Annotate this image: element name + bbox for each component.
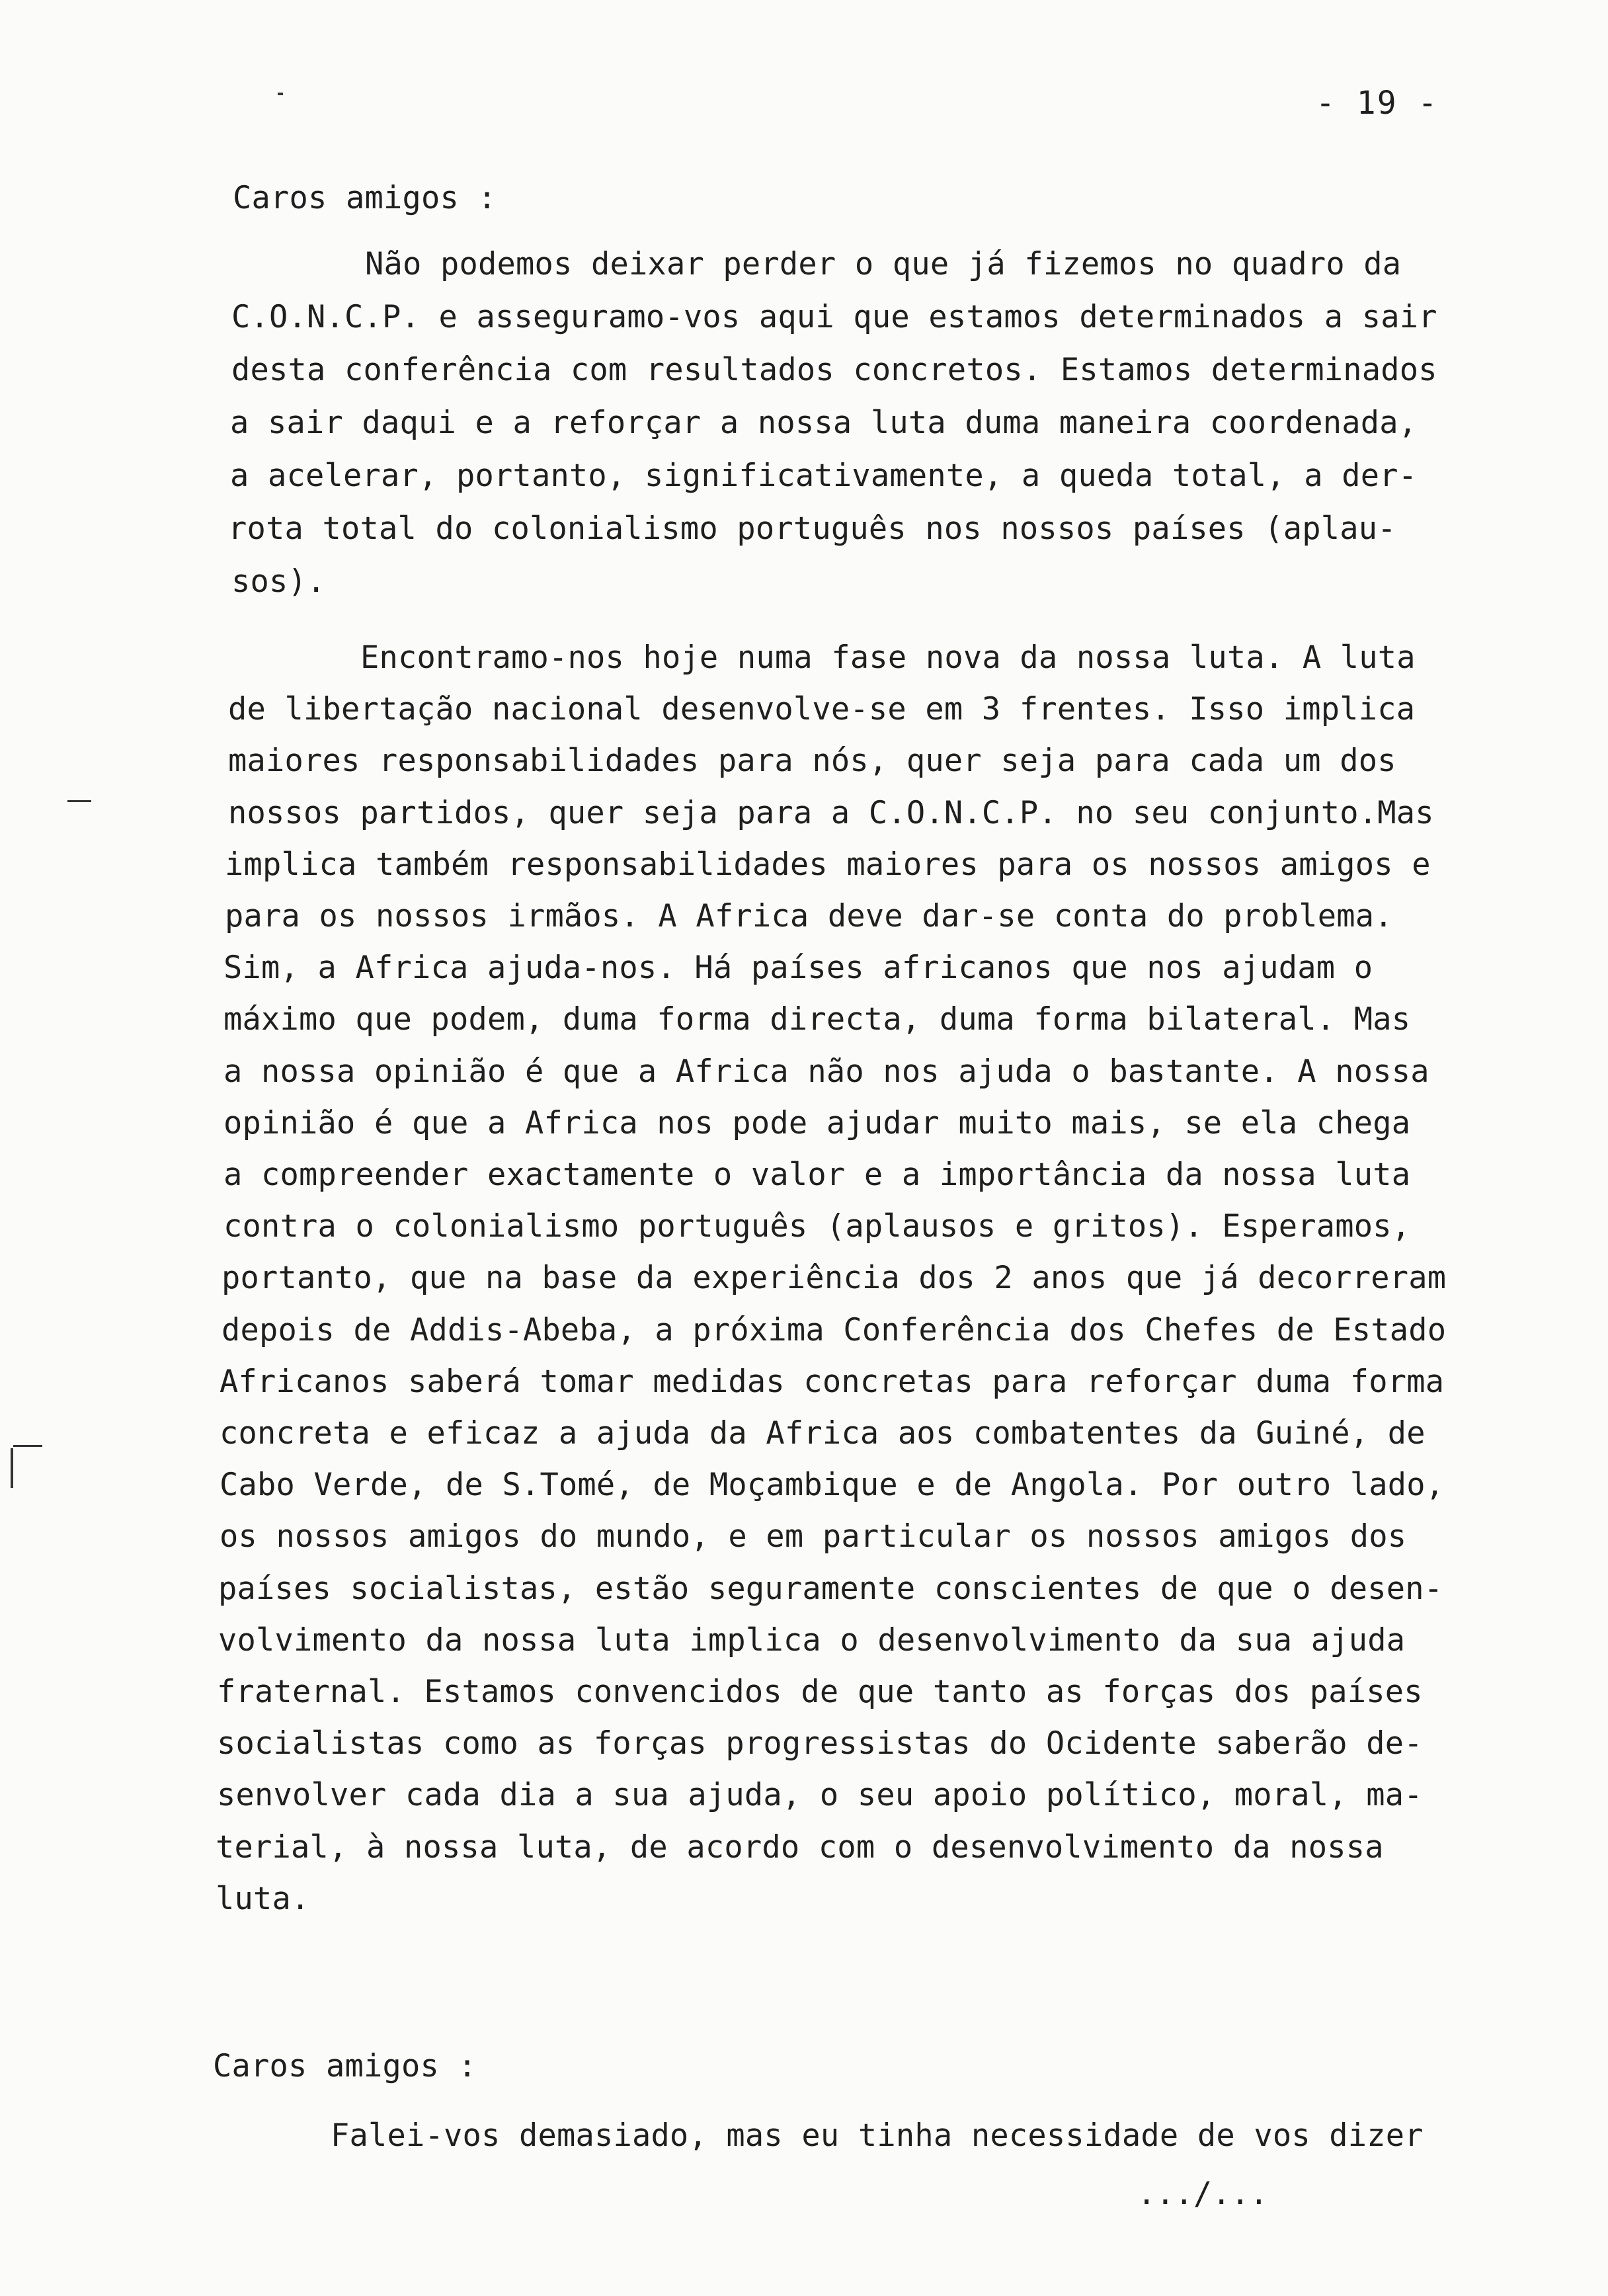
- text-line: implica também responsabilidades maiores para os nossos amigos e: [225, 846, 1431, 883]
- scan-mark: [67, 800, 91, 802]
- text-line: concreta e eficaz a ajuda da Africa aos combatentes da Guiné, de: [220, 1415, 1426, 1452]
- page-number: - 19 -: [1316, 85, 1439, 122]
- scan-mark: [278, 93, 283, 95]
- text-line: depois de Addis-Abeba, a próxima Conferência dos Chefes de Estado: [221, 1311, 1447, 1348]
- text-line: nossos partidos, quer seja para a C.O.N.C.P. no seu conjunto.Mas: [228, 794, 1434, 831]
- text-line: países socialistas, estão seguramente conscientes de que o desen-: [218, 1570, 1443, 1607]
- text-line: volvimento da nossa luta implica o desenvolvimento da sua ajuda: [218, 1621, 1406, 1659]
- text-line: Caros amigos :: [233, 180, 497, 216]
- text-line: Não podemos deixar perder o que já fizemos no quadro da: [365, 246, 1402, 282]
- text-line: Falei-vos demasiado, mas eu tinha necessidade de vos dizer: [331, 2117, 1424, 2154]
- text-line: máximo que podem, duma forma directa, duma forma bilateral. Mas: [223, 1001, 1411, 1038]
- text-line: C.O.N.C.P. e asseguramo-vos aqui que estamos determinados a sair: [231, 299, 1437, 335]
- text-line: a acelerar, portanto, significativamente, a queda total, a der-: [230, 458, 1418, 494]
- text-line: os nossos amigos do mundo, e em particular os nossos amigos dos: [220, 1518, 1407, 1555]
- text-line: fraternal. Estamos convencidos de que tanto as forças dos países: [217, 1674, 1423, 1710]
- text-line: a sair daqui e a reforçar a nossa luta duma maneira coordenada,: [230, 405, 1418, 441]
- text-line: terial, à nossa luta, de acordo com o desenvolvimento da nossa: [216, 1828, 1384, 1866]
- text-line: Encontramo-nos hoje numa fase nova da nossa luta. A luta: [360, 639, 1416, 676]
- text-line: contra o colonialismo português (aplausos e gritos). Esperamos,: [223, 1208, 1411, 1245]
- text-line: Caros amigos :: [213, 2048, 477, 2084]
- text-line: Africanos saberá tomar medidas concretas para reforçar duma forma: [220, 1363, 1445, 1400]
- text-line: opinião é que a Africa nos pode ajudar muito mais, se ela chega: [223, 1104, 1411, 1141]
- text-line: portanto, que na base da experiência dos 2 anos que já decorreram: [221, 1260, 1447, 1297]
- text-line: maiores responsabilidades para nós, quer seja para cada um dos: [228, 743, 1396, 780]
- text-line: a compreender exactamente o valor e a importância da nossa luta: [223, 1157, 1411, 1193]
- text-line: Cabo Verde, de S.Tomé, de Moçambique e de Angola. Por outro lado,: [220, 1467, 1445, 1504]
- continuation-mark: .../...: [1137, 2176, 1269, 2212]
- text-line: de libertação nacional desenvolve-se em 3 frentes. Isso implica: [228, 691, 1416, 728]
- text-line: Sim, a Africa ajuda-nos. Há países africanos que nos ajudam o: [223, 950, 1373, 987]
- text-line: desta conferência com resultados concretos. Estamos determinados: [231, 352, 1437, 388]
- text-line: socialistas como as forças progressistas do Ocidente saberão de-: [217, 1725, 1423, 1762]
- scan-mark: [13, 1445, 42, 1447]
- text-line: senvolver cada dia a sua ajuda, o seu apoio político, moral, ma-: [217, 1777, 1423, 1814]
- text-line: para os nossos irmãos. A Africa deve dar-se conta do problema.: [225, 898, 1393, 934]
- scan-mark: [11, 1448, 13, 1488]
- text-line: rota total do colonialismo português nos nossos países (aplau-: [228, 511, 1396, 547]
- text-line: sos).: [231, 563, 326, 600]
- text-line: a nossa opinião é que a Africa não nos ajuda o bastante. A nossa: [223, 1053, 1429, 1090]
- text-line: luta.: [216, 1880, 310, 1917]
